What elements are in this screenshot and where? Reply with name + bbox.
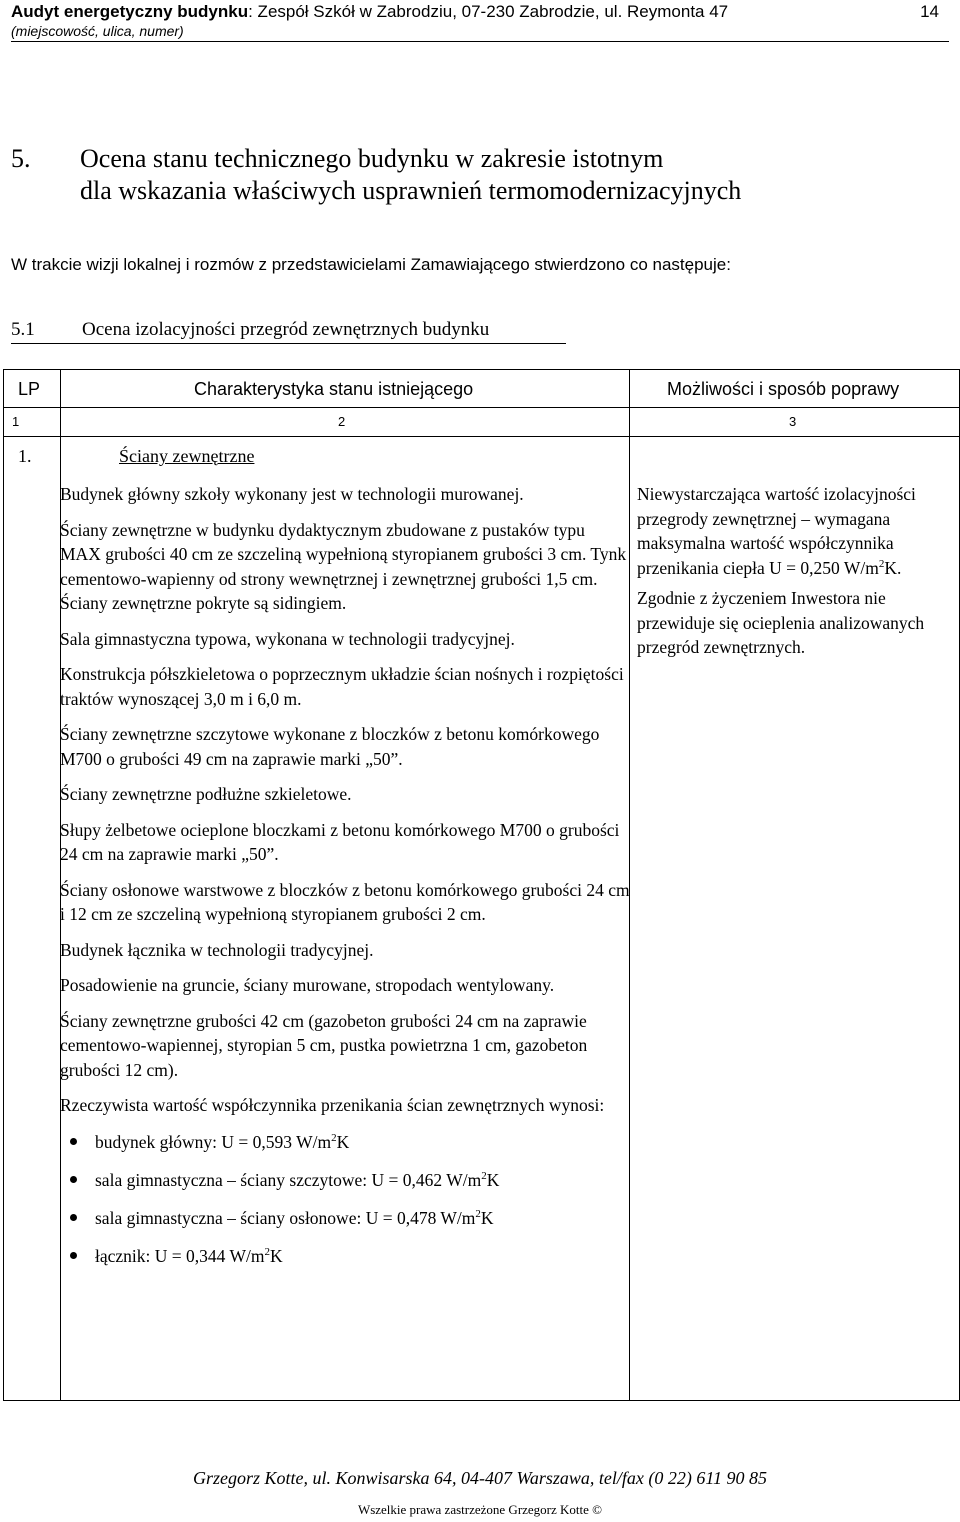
section-title-text <box>80 143 741 207</box>
list-item-unit: K <box>486 1169 500 1190</box>
header-prefix: Audyt energetyczny budynku <box>11 2 249 21</box>
paragraph: Ściany zewnętrzne szczytowe wykonane z bloczków z betonu komórkowego M700 o grubości 49 cm na zaprawie marki „50”. <box>60 724 600 769</box>
improvement-paragraph-1 <box>637 482 959 580</box>
header-improvement: Możliwości i sposób poprawy <box>667 379 900 399</box>
list-item-sup: 2 <box>264 1245 270 1258</box>
page-header <box>11 2 949 40</box>
characteristics-cell <box>60 482 630 1281</box>
list-item-unit: K <box>269 1245 283 1266</box>
header-location: : Zespół Szkół w Zabrodziu, 07-230 Zabrodzie, ul. Reymonta 47 <box>248 2 729 21</box>
col-number-2: 2 <box>338 414 346 429</box>
row-section-title: Ściany zewnętrzne <box>119 446 255 466</box>
list-item-sup: 2 <box>331 1131 337 1144</box>
u-value-list <box>60 1129 630 1269</box>
header-title <box>11 2 949 22</box>
number-row-divider <box>4 436 959 437</box>
improvement-text: Niewystarczająca wartość izolacyjności przegrody zewnętrznej – wymagana maksymalna wartość współczynnika przenikania ciepła U = 0,250 W/m <box>637 484 916 578</box>
intro-paragraph: W trakcie wizji lokalnej i rozmów z przedstawicielami Zamawiającego stwierdzono co następuje: <box>11 255 731 274</box>
header-row-divider <box>4 407 959 408</box>
assessment-table <box>3 369 960 1401</box>
paragraph: Posadowienie na gruncie, ściany murowane, stropodach wentylowany. <box>60 975 555 995</box>
improvement-cell <box>637 482 959 666</box>
paragraph: Sala gimnastyczna typowa, wykonana w technologii tradycyjnej. <box>60 628 515 649</box>
header-rule <box>11 41 949 42</box>
paragraph: Ściany zewnętrzne w budynku dydaktycznym zbudowane z pustaków typu MAX grubości 40 cm ze szczeliną wypełnioną styropianem grubości 3 cm. Tynk cementowo-wapienny od strony wewnętrznej i zewnętrznej grubości 1,5 cm. Ściany zewnętrzne pokryte są sidingiem. <box>60 519 627 613</box>
paragraph: Ściany zewnętrzne grubości 42 cm (gazobeton grubości 24 cm na zaprawie cementowo-wapiennej, styropian 5 cm, pustka powietrzna 1 cm, gazobeton grubości 12 cm). <box>60 1010 588 1080</box>
list-item-sup: 2 <box>475 1207 481 1220</box>
subsection-title: Ocena izolacyjności przegród zewnętrznych budynku <box>82 319 490 340</box>
footer-copyright: Wszelkie prawa zastrzeżone Grzegorz Kotte © <box>357 1502 603 1517</box>
section-title-line2: dla wskazania właściwych usprawnień termomodernizacyjnych <box>80 176 742 205</box>
row-lp: 1. <box>18 446 32 466</box>
improvement-sup: 2 <box>878 557 885 570</box>
subsection-heading <box>11 318 566 344</box>
list-item <box>60 1129 630 1155</box>
page-number: 14 <box>920 2 939 21</box>
paragraph: Ściany osłonowe warstwowe z bloczków z betonu komórkowego grubości 24 cm i 12 cm ze szczeliną wypełnioną styropianem grubości 2 cm. <box>60 879 630 924</box>
list-item-text: sala gimnastyczna – ściany osłonowe: U = 0,478 W/m <box>95 1207 476 1228</box>
col-number-3: 3 <box>789 414 797 429</box>
list-item-text: łącznik: U = 0,344 W/m <box>95 1245 265 1266</box>
list-item <box>60 1205 630 1231</box>
list-item <box>60 1243 630 1269</box>
subsection-number: 5.1 <box>11 319 35 340</box>
footer-author: Grzegorz Kotte, ul. Konwisarska 64, 04-407 Warszawa, tel/fax (0 22) 611 90 85 <box>192 1468 767 1488</box>
col-number-1: 1 <box>12 414 20 429</box>
paragraph: Rzeczywista wartość współczynnika przenikania ścian zewnętrznych wynosi: <box>60 1095 605 1115</box>
header-lp: LP <box>18 379 41 399</box>
paragraph: Słupy żelbetowe ocieplone bloczkami z betonu komórkowego M700 o grubości 24 cm na zaprawie marki „50”. <box>60 819 620 864</box>
list-item-sup: 2 <box>481 1169 487 1182</box>
paragraph: Ściany zewnętrzne podłużne szkieletowe. <box>60 784 352 804</box>
header-note: (miejscowość, ulica, numer) <box>11 23 184 39</box>
list-item-unit: K <box>336 1131 350 1152</box>
section-title-line1: Ocena stanu technicznego budynku w zakresie istotnym <box>80 144 664 173</box>
paragraph: Konstrukcja półszkieletowa o poprzecznym układzie ścian nośnych i rozpiętości traktów wynoszącej 3,0 m i 6,0 m. <box>60 664 624 709</box>
improvement-unit: K. <box>884 557 902 578</box>
section-number: 5. <box>11 144 31 173</box>
list-item-text: budynek główny: U = 0,593 W/m <box>95 1131 332 1152</box>
list-item <box>60 1167 630 1193</box>
list-item-unit: K <box>480 1207 494 1228</box>
list-item-text: sala gimnastyczna – ściany szczytowe: U = 0,462 W/m <box>95 1169 482 1190</box>
paragraph: Budynek łącznika w technologii tradycyjnej. <box>60 939 374 960</box>
improvement-paragraph-2: Zgodnie z życzeniem Inwestora nie przewiduje się ocieplenia analizowanych przegród zewnętrznych. <box>637 588 925 657</box>
paragraph: Budynek główny szkoły wykonany jest w technologii murowanej. <box>60 484 524 504</box>
header-characteristics: Charakterystyka stanu istniejącego <box>194 379 474 399</box>
